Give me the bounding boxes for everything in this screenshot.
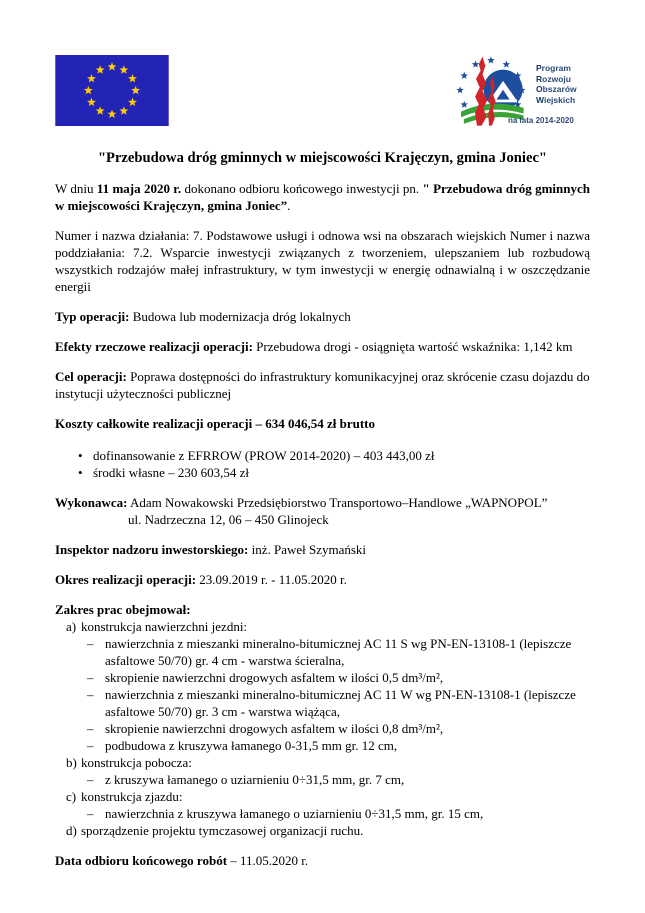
scope-item-label: konstrukcja zjazdu: — [81, 789, 183, 804]
scope-item-marker: b) — [66, 755, 77, 770]
operation-type-label: Typ operacji: — [55, 309, 130, 324]
goal-value: Poprawa dostępności do infrastruktury komunikacyjnej oraz skrócenie czasu dojazdu do instytucji użyteczności publicznej — [55, 369, 590, 401]
prow-text-line: Wiejskich — [536, 94, 576, 105]
scope-subitem: – skropienie nawierzchni drogowych asfaltem w ilości 0,5 dm³/m², — [55, 669, 590, 686]
effects-label: Efekty rzeczowe realizacji operacji: — [55, 339, 253, 354]
contractor-line — [55, 494, 590, 511]
scope-subitem: – skropienie nawierzchni drogowych asfaltem w ilości 0,8 dm³/m², — [55, 720, 590, 737]
acceptance-date-value: – 11.05.2020 r. — [227, 853, 309, 868]
prow-logo — [448, 54, 590, 134]
scope-item — [55, 754, 590, 771]
intro-text: dokonano odbioru końcowego inwestycji pn. — [181, 181, 423, 196]
acceptance-date: 11 maja 2020 r. — [96, 181, 182, 196]
inspector-name: inż. Paweł Szymański — [248, 542, 367, 557]
total-costs-line: Koszty całkowite realizacji operacji – 634 046,54 zł brutto — [55, 416, 375, 431]
scope-heading: Zakres prac obejmował: — [55, 602, 191, 617]
prow-text-line: Program — [536, 63, 571, 73]
intro-paragraph — [55, 180, 590, 214]
goal-line — [55, 368, 590, 402]
acceptance-date-label: Data odbioru końcowego robót — [55, 853, 228, 868]
operation-type-line — [55, 308, 590, 325]
funding-item: • dofinansowanie z EFRROW (PROW 2014-2020) – 403 443,00 zł — [55, 447, 590, 464]
contractor-address: ul. Nadrzeczna 12, 06 – 450 Glinojeck — [128, 512, 329, 527]
scope-item-marker: c) — [66, 789, 77, 804]
period-line — [55, 571, 590, 588]
scope-item-label: konstrukcja nawierzchni jezdni: — [81, 619, 248, 634]
contractor-name: Adam Nowakowski Przedsiębiorstwo Transportowo–Handlowe „WAPNOPOL” — [127, 495, 548, 510]
operation-type-value: Budowa lub modernizacja dróg lokalnych — [129, 309, 351, 324]
intro-text: . — [287, 198, 291, 213]
scope-item — [55, 788, 590, 805]
scope-subitem: – nawierzchnia z kruszywa łamanego o uziarnieniu 0÷31,5 mm, gr. 15 cm, — [55, 805, 590, 822]
scope-item-marker: d) — [66, 823, 77, 838]
page-title: "Przebudowa dróg gminnych w miejscowości Krajęczyn, gmina Joniec" — [97, 150, 548, 166]
scope-list — [55, 618, 590, 839]
inspector-line — [55, 541, 590, 558]
scope-subitem: – podbudowa z kruszywa łamanego 0-31,5 mm gr. 12 cm, — [55, 737, 590, 754]
prow-text-line: Obszarów — [536, 84, 577, 94]
intro-text: W dniu — [55, 181, 97, 196]
acceptance-date-line — [55, 852, 590, 869]
header — [55, 54, 590, 134]
scope-item — [55, 822, 590, 839]
scope-item — [55, 618, 590, 635]
scope-item-marker: a) — [66, 619, 77, 634]
measure-paragraph: Numer i nazwa działania: 7. Podstawowe usługi i odnowa wsi na obszarach wiejskich Numer i nazwa poddziałania: 7.2. Wsparcie inwestycji związanych z tworzeniem, ulepszaniem lub rozbudową wszystkich rodzajów małej infrastruktury, w tym inwestycji w energię odnawialną i w oszczędzanie energii — [55, 228, 590, 294]
period-value: 23.09.2019 r. - 11.05.2020 r. — [196, 572, 347, 587]
scope-subitem: – nawierzchnia z mieszanki mineralno-bitumicznej AC 11 W wg PN-EN-13108-1 (lepiszcze asfaltowe 50/70) gr. 3 cm - warstwa wiążąca, — [55, 686, 590, 720]
scope-subitem: – z kruszywa łamanego o uziarnieniu 0÷31,5 mm, gr. 7 cm, — [55, 771, 590, 788]
scope-item-label: sporządzenie projektu tymczasowej organizacji ruchu. — [81, 823, 364, 838]
prow-text-line: Rozwoju — [536, 73, 571, 84]
effects-line — [55, 338, 590, 355]
inspector-label: Inspektor nadzoru inwestorskiego: — [55, 542, 249, 557]
funding-item: • środki własne – 230 603,54 zł — [55, 464, 590, 481]
contractor-label: Wykonawca: — [55, 495, 128, 510]
funding-list — [55, 447, 590, 481]
investment-name: " Przebudowa dróg gminnych w miejscowości Krajęczyn, gmina Joniec” — [55, 181, 590, 213]
scope-item-label: konstrukcja pobocza: — [81, 755, 192, 770]
prow-logo-years: na lata 2014-2020 — [508, 116, 574, 125]
effects-value: Przebudowa drogi - osiągnięta wartość wskaźnika: 1,142 km — [252, 339, 573, 354]
eu-flag-icon — [55, 55, 169, 126]
scope-subitem: – nawierzchnia z mieszanki mineralno-bitumicznej AC 11 S wg PN-EN-13108-1 (lepiszcze asfaltowe 50/70) gr. 4 cm - warstwa ścieralna, — [55, 635, 590, 669]
period-label: Okres realizacji operacji: — [55, 572, 197, 587]
prow-logo-text — [536, 63, 577, 105]
goal-label: Cel operacji: — [55, 369, 127, 384]
